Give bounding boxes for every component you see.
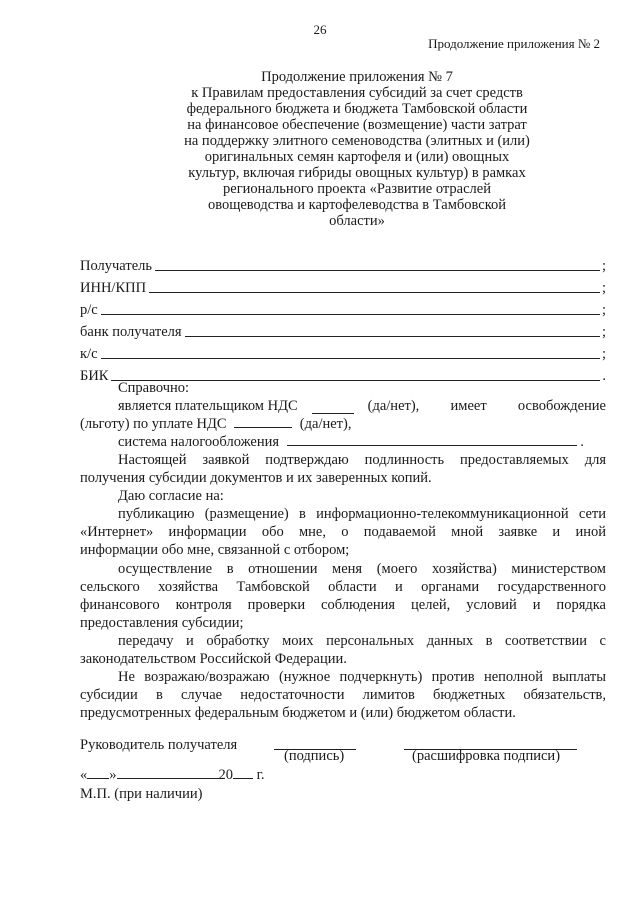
field-bik[interactable]: БИК . — [80, 368, 606, 384]
paragraph-line: «Интернет» информации обо мне, о подаваемой мной заявке и иной — [80, 524, 606, 540]
vat-exempt-blank[interactable] — [234, 416, 292, 428]
tax-system-blank[interactable] — [287, 434, 577, 446]
field-recipient[interactable]: Получатель ; — [80, 258, 606, 274]
vat-payer-line: является плательщиком НДС (да/нет), имеет освобождение — [118, 398, 606, 414]
consent-heading: Даю согласие на: — [118, 488, 224, 504]
paragraph-line: предусмотренных федеральным бюджетом и (или) бюджетом области. — [80, 705, 516, 721]
fill-line[interactable] — [101, 302, 600, 315]
fill-line[interactable] — [185, 324, 600, 337]
heading-line: овощеводства и картофелеводства в Тамбовской — [207, 197, 507, 213]
paragraph-line: законодательством Российской Федерации. — [80, 651, 347, 667]
field-corr-account[interactable]: к/с ; — [80, 346, 606, 362]
fill-line[interactable] — [101, 346, 600, 359]
heading-line: оригинальных семян картофеля и (или) овощных — [204, 149, 510, 165]
paragraph-line: публикацию (размещение) в информационно-телекоммуникационной сети — [118, 506, 606, 522]
paragraph-line: субсидии в случае недостаточности лимитов бюджетных обязательств, — [80, 687, 606, 703]
field-label: ИНН/КПП — [80, 280, 147, 296]
paragraph-line: сельского хозяйства Тамбовской области и органами государственного — [80, 579, 606, 595]
heading-line: области» — [329, 213, 385, 229]
field-label: Получатель — [80, 258, 152, 274]
paragraph-line: осуществление в отношении меня (моего хозяйства) министерством — [118, 561, 606, 577]
paragraph-line: Не возражаю/возражаю (нужное подчеркнуть) против неполной выплаты — [118, 669, 606, 685]
date-line: « » 20 г. — [80, 767, 265, 783]
head-label: Руководитель получателя — [80, 737, 238, 753]
field-label: банк получателя — [80, 324, 182, 340]
vat-payer-blank[interactable] — [312, 402, 354, 414]
year-blank[interactable] — [233, 767, 253, 779]
decode-caption: (расшифровка подписи) — [412, 748, 561, 764]
heading-line: федерального бюджета и бюджета Тамбовской области — [186, 101, 528, 117]
heading-line: на финансовое обеспечение (возмещение) части затрат — [187, 117, 527, 133]
fill-line[interactable] — [149, 280, 600, 293]
heading-line: к Правилам предоставления субсидий за счет средств — [191, 85, 523, 101]
signature-caption: (подпись) — [284, 748, 345, 764]
vat-exempt-line: (льготу) по уплате НДС (да/нет), — [80, 416, 352, 432]
heading-line: Продолжение приложения № 7 — [261, 69, 453, 85]
heading-line: на поддержку элитного семеноводства (элитных и (или) — [184, 133, 530, 149]
appendix-heading — [150, 69, 564, 229]
paragraph-line: получения субсидии документов и их заверенных копий. — [80, 470, 432, 486]
tax-system-line: система налогообложения . — [118, 434, 584, 450]
field-inn-kpp[interactable]: ИНН/КПП ; — [80, 280, 606, 296]
paragraph-line: финансового контроля проверки соблюдения целей, условий и порядка — [80, 597, 606, 613]
day-blank[interactable] — [87, 767, 109, 779]
heading-line: регионального проекта «Развитие отраслей — [223, 181, 491, 197]
stamp-note: М.П. (при наличии) — [80, 786, 203, 802]
field-label: р/с — [80, 302, 98, 318]
continuation-note: Продолжение приложения № 2 — [428, 36, 600, 51]
field-label: к/с — [80, 346, 98, 362]
fill-line[interactable] — [155, 258, 600, 271]
paragraph-line: информации обо мне, связанной с отбором; — [80, 542, 350, 558]
field-bank[interactable]: банк получателя ; — [80, 324, 606, 340]
page-number: 26 — [313, 22, 327, 37]
field-account[interactable]: р/с ; — [80, 302, 606, 318]
paragraph-line: передачу и обработку моих персональных данных в соответствии с — [118, 633, 606, 649]
heading-line: культур, включая гибриды овощных культур) в рамках — [188, 165, 526, 181]
paragraph-line: предоставления субсидии; — [80, 615, 244, 631]
field-label: БИК — [80, 368, 109, 384]
paragraph-line: Настоящей заявкой подтверждаю подлинность предоставляемых для — [118, 452, 606, 468]
reference-title: Справочно: — [118, 380, 190, 396]
month-blank[interactable] — [117, 767, 219, 779]
